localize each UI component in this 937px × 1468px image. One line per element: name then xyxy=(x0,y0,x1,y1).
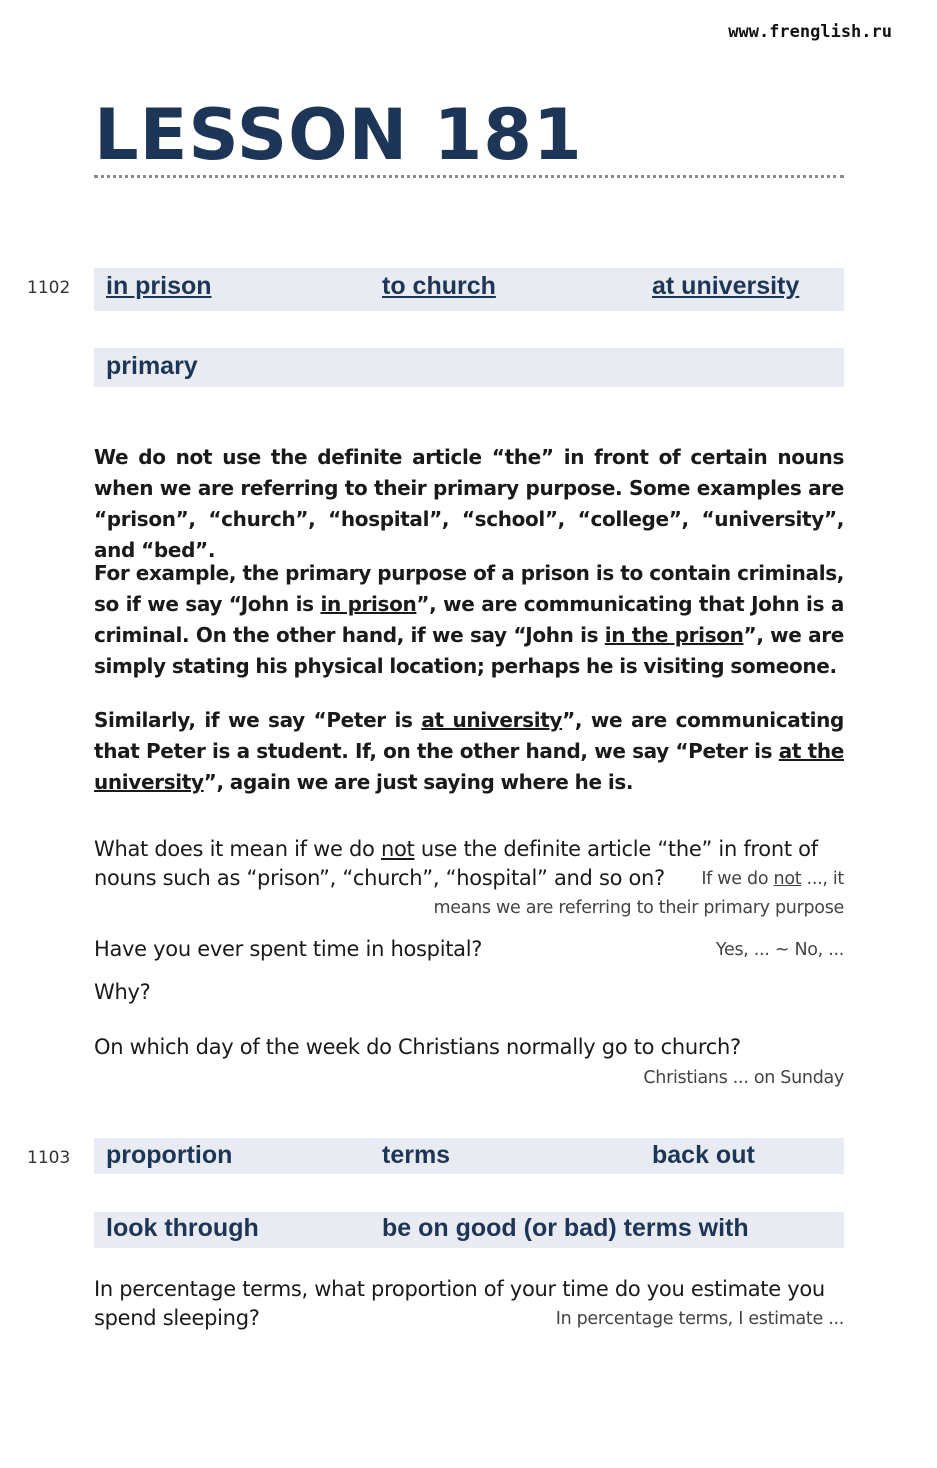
vocab-item: back out xyxy=(652,1141,755,1169)
vocab-item[interactable]: at university xyxy=(652,272,800,300)
vocab-item[interactable]: in prison xyxy=(106,272,212,300)
underlined-phrase: at the university xyxy=(94,739,844,794)
explanation-paragraph: Similarly, if we say “Peter is at university”, we are communicating that Peter is a student. If, on the other hand, we say “Peter is at the university”, again we are just saying where he is. xyxy=(94,708,844,794)
answer-hint: In percentage terms, I estimate ... xyxy=(555,1309,844,1329)
vocab-item: primary xyxy=(106,352,198,380)
vocab-item: look through xyxy=(106,1214,259,1242)
vocab-item: be on good (or bad) terms with xyxy=(382,1214,749,1242)
title-divider xyxy=(94,175,844,178)
answer-hint: Christians ... on Sunday xyxy=(643,1068,844,1088)
question: Why? xyxy=(94,980,151,1004)
vocab-band xyxy=(94,348,844,387)
question-line: spend sleeping? xyxy=(94,1306,260,1330)
explanation-paragraph: We do not use the definite article “the” in front of certain nouns when we are referring to their primary purpose. Some examples are “prison”, “church”, “hospital”, “school”, “college”, “university”, and “bed”. xyxy=(94,445,844,562)
vocab-item[interactable]: to church xyxy=(382,272,496,300)
question: Have you ever spent time in hospital? xyxy=(94,937,483,961)
question-line: nouns such as “prison”, “church”, “hospital” and so on? xyxy=(94,866,665,890)
section-number: 1103 xyxy=(27,1148,71,1168)
lesson-title: LESSON 181 xyxy=(94,94,583,176)
site-url: www.frenglish.ru xyxy=(728,22,892,42)
answer-hint: If we do not ..., it xyxy=(701,869,844,889)
section-number: 1102 xyxy=(27,278,71,298)
question: On which day of the week do Christians normally go to church? xyxy=(94,1035,741,1059)
explanation-paragraph: For example, the primary purpose of a prison is to contain criminals, so if we say “John is in prison”, we are communicating that John is a criminal. On the other hand, if we say “John is in the prison”, we are simply stating his physical location; perhaps he is visiting someone. xyxy=(94,561,845,678)
vocab-item: terms xyxy=(382,1141,451,1169)
question: In percentage terms, what proportion of your time do you estimate you xyxy=(94,1277,825,1301)
answer-hint: means we are referring to their primary purpose xyxy=(433,898,844,918)
answer-hint: Yes, ... ~ No, ... xyxy=(715,940,844,960)
underlined-phrase: in the prison xyxy=(604,623,744,647)
underlined-phrase: at university xyxy=(421,708,563,732)
vocab-item: proportion xyxy=(106,1141,233,1169)
underlined-phrase: in prison xyxy=(320,592,417,616)
question: What does it mean if we do not use the definite article “the” in front of xyxy=(94,837,818,861)
